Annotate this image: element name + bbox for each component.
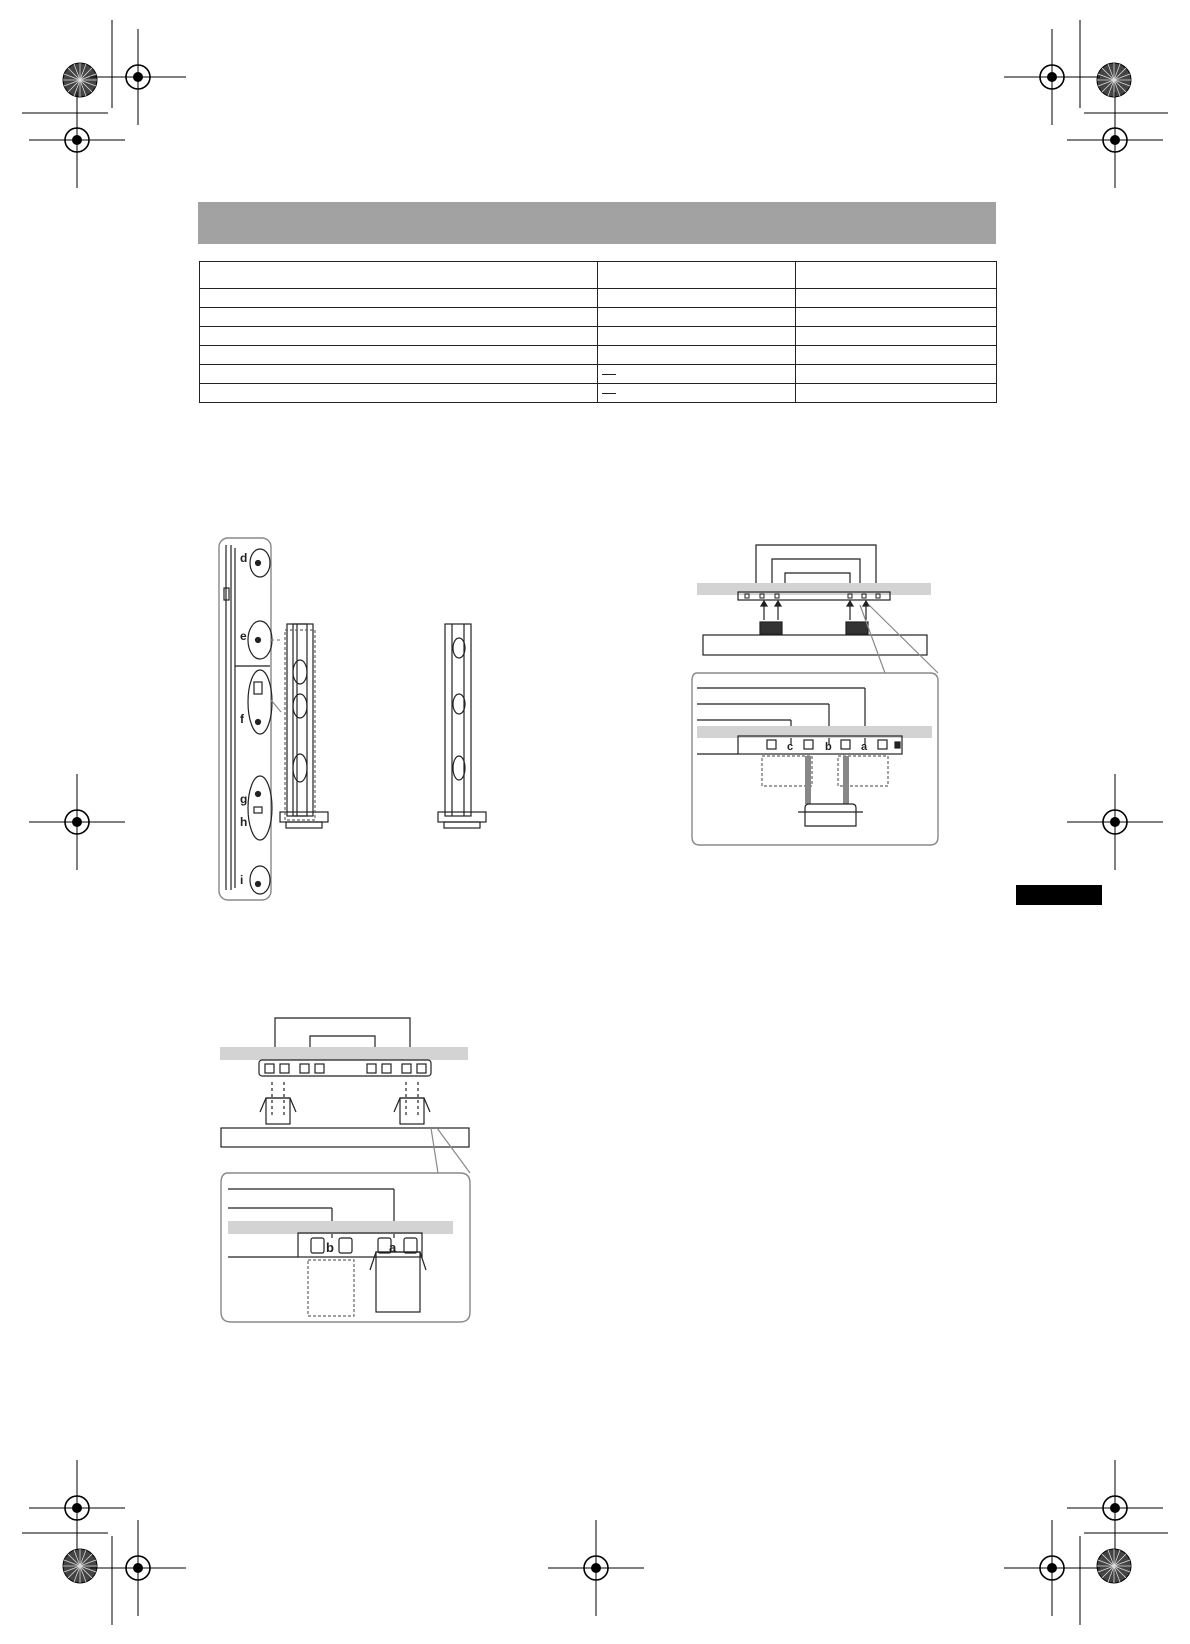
bracket-diagram <box>219 538 486 900</box>
panel-bar <box>697 583 931 595</box>
zoom-callout <box>219 538 271 900</box>
label-b: b <box>825 741 832 753</box>
label-a: a <box>861 741 868 753</box>
label-h: h <box>240 815 248 829</box>
zoom-callout <box>692 673 938 845</box>
label-f: f <box>240 712 244 726</box>
stand-diagram <box>692 545 938 845</box>
label-e: e <box>240 629 247 643</box>
panel-bar <box>228 1221 453 1234</box>
stand-detail-labels <box>787 741 868 753</box>
zoom-callout <box>221 1173 470 1322</box>
label-g: g <box>240 792 248 806</box>
bottom-attach-diagram <box>220 1018 470 1322</box>
panel-bar <box>220 1047 468 1060</box>
label-a: a <box>389 1240 397 1255</box>
label-i: i <box>240 873 244 887</box>
label-d: d <box>240 551 248 565</box>
bracket-hole-labels <box>240 551 247 887</box>
label-c: c <box>787 741 794 753</box>
label-b: b <box>326 1240 334 1255</box>
